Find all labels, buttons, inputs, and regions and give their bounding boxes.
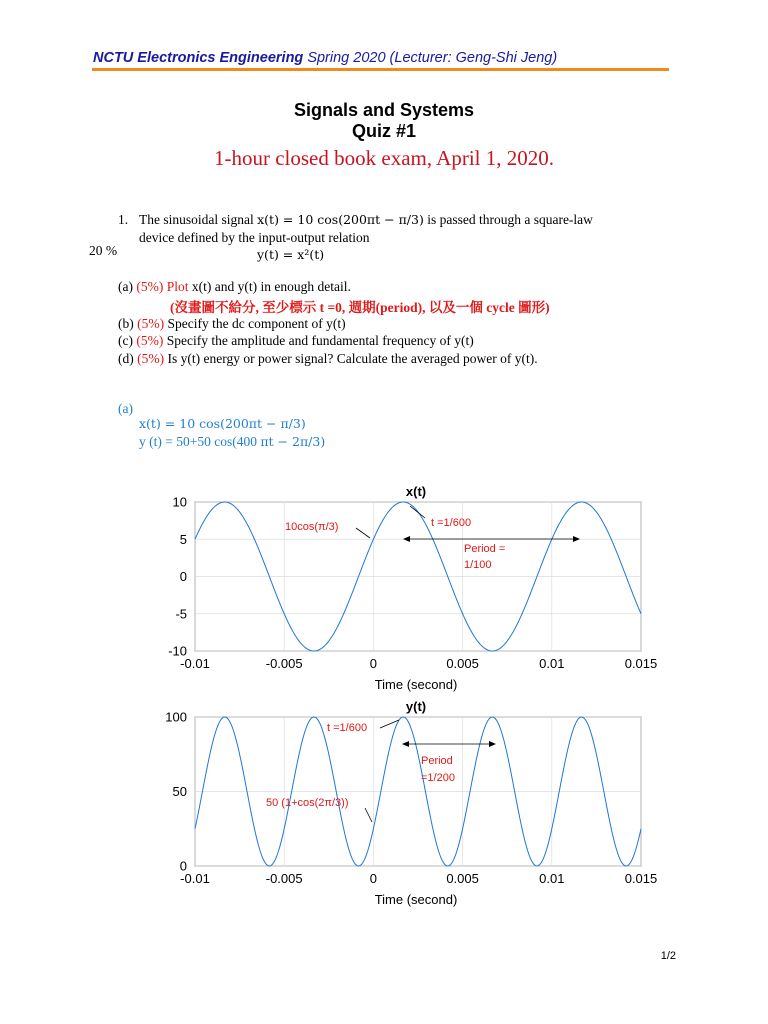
y-eq-prefix: y (t) = 50+50 cos(400: [139, 434, 261, 449]
x-tick-label: 0.01: [539, 871, 565, 886]
yt-arrowhead-right: [489, 741, 496, 747]
yt-annotation-period: Period: [421, 755, 453, 767]
xt-xlabel: Time (second): [374, 677, 458, 692]
part-points: (5%): [137, 351, 165, 366]
x-tick-label: 0: [369, 656, 378, 671]
yt-plot: [165, 699, 657, 907]
exam-info: 1-hour closed book exam, April 1, 2020.: [213, 146, 555, 170]
x-tick-label: 0: [369, 871, 378, 886]
instruction-note: (沒畫圖不給分, 至少標示 t =0, 週期(period), 以及一個 cycle 圖形): [170, 300, 550, 315]
yt-annotation-value: 50 (1+cos(2π/3)): [266, 797, 349, 809]
x-tick-label: 0.005: [446, 871, 479, 886]
problem-text-a: The sinusoidal signal: [139, 212, 258, 227]
part-points: (5%): [137, 316, 165, 331]
x-tick-label: -0.005: [265, 656, 303, 671]
xt-annotation-arrow: [356, 528, 370, 538]
yt-annotation-t: t =1/600: [327, 722, 368, 734]
part-text: Is y(t) energy or power signal? Calculate the averaged power of y(t).: [164, 351, 538, 366]
part-label: (a): [118, 279, 137, 294]
y-eq-suffix: πt − 2π/3): [260, 434, 326, 449]
y-tick-label: 100: [165, 709, 187, 725]
xt-annotation-t: t =1/600: [431, 517, 472, 529]
xt-annotation-amplitude: 10cos(π/3): [285, 521, 339, 533]
xt-annotation-period: Period =: [464, 543, 506, 555]
xt-title: x(t): [405, 484, 427, 499]
x-tick-label: 0.01: [539, 656, 565, 671]
xt-annotation-period-value: 1/100: [464, 559, 492, 571]
problem-text-b: is passed through a square-law: [423, 212, 593, 227]
yt-annotation-period-value: =1/200: [421, 772, 455, 784]
course-title: Signals and Systems: [293, 100, 475, 120]
part-text: Specify the amplitude and fundamental frequency of y(t): [163, 333, 474, 348]
part-points: (5%): [136, 333, 164, 348]
part-label: (b): [118, 316, 138, 331]
answer-label: (a): [118, 401, 133, 416]
y-tick-label: 5: [179, 531, 187, 547]
y-tick-label: -5: [175, 606, 187, 622]
answer-x-equation: x(t) = 10 cos(200πt − π/3): [139, 416, 306, 431]
y-tick-label: 50: [172, 784, 187, 799]
relation-equation: y(t) = x²(t): [257, 247, 325, 262]
problem-number: 1.: [118, 212, 129, 227]
yt-title: y(t): [405, 699, 427, 714]
x-definition: x(t) = 10 cos(200πt − π/3): [257, 212, 424, 227]
x-tick-label: 0.015: [624, 656, 658, 671]
y-tick-label: 0: [179, 569, 187, 584]
problem-line-2: device defined by the input-output relation: [139, 230, 370, 245]
quiz-number: Quiz #1: [351, 121, 417, 141]
yt-xlabel: Time (second): [374, 892, 458, 907]
y-tick-label: 10: [172, 494, 187, 510]
x-tick-label: -0.01: [180, 656, 210, 671]
course-info: Spring 2020 (Lecturer: Geng-Shi Jeng): [303, 50, 558, 66]
yt-annotation-arrow: [365, 808, 372, 822]
problem-points: 20 %: [89, 243, 118, 258]
part-label: (c): [118, 333, 137, 348]
x-tick-label: -0.01: [180, 871, 210, 886]
page-number: 1/2: [660, 950, 676, 962]
x-tick-label: 0.005: [446, 656, 479, 671]
y-tick-label: -10: [168, 643, 187, 659]
part-text: Specify the dc component of y(t): [164, 316, 346, 331]
xt-arrowhead-right: [573, 536, 580, 542]
xt-arrowhead-left: [403, 536, 410, 542]
yt-arrowhead-left: [402, 741, 409, 747]
xt-annotation-arrow: [410, 506, 425, 518]
part-label: (d): [118, 351, 138, 366]
part-points: (5%) Plot: [136, 279, 189, 294]
x-tick-label: -0.005: [265, 871, 303, 886]
x-tick-label: 0.015: [624, 871, 658, 886]
course-org: NCTU Electronics Engineering: [93, 50, 304, 66]
part-text: x(t) and y(t) in enough detail.: [188, 279, 351, 294]
xt-plot: [168, 484, 657, 692]
y-tick-label: 0: [179, 858, 187, 874]
